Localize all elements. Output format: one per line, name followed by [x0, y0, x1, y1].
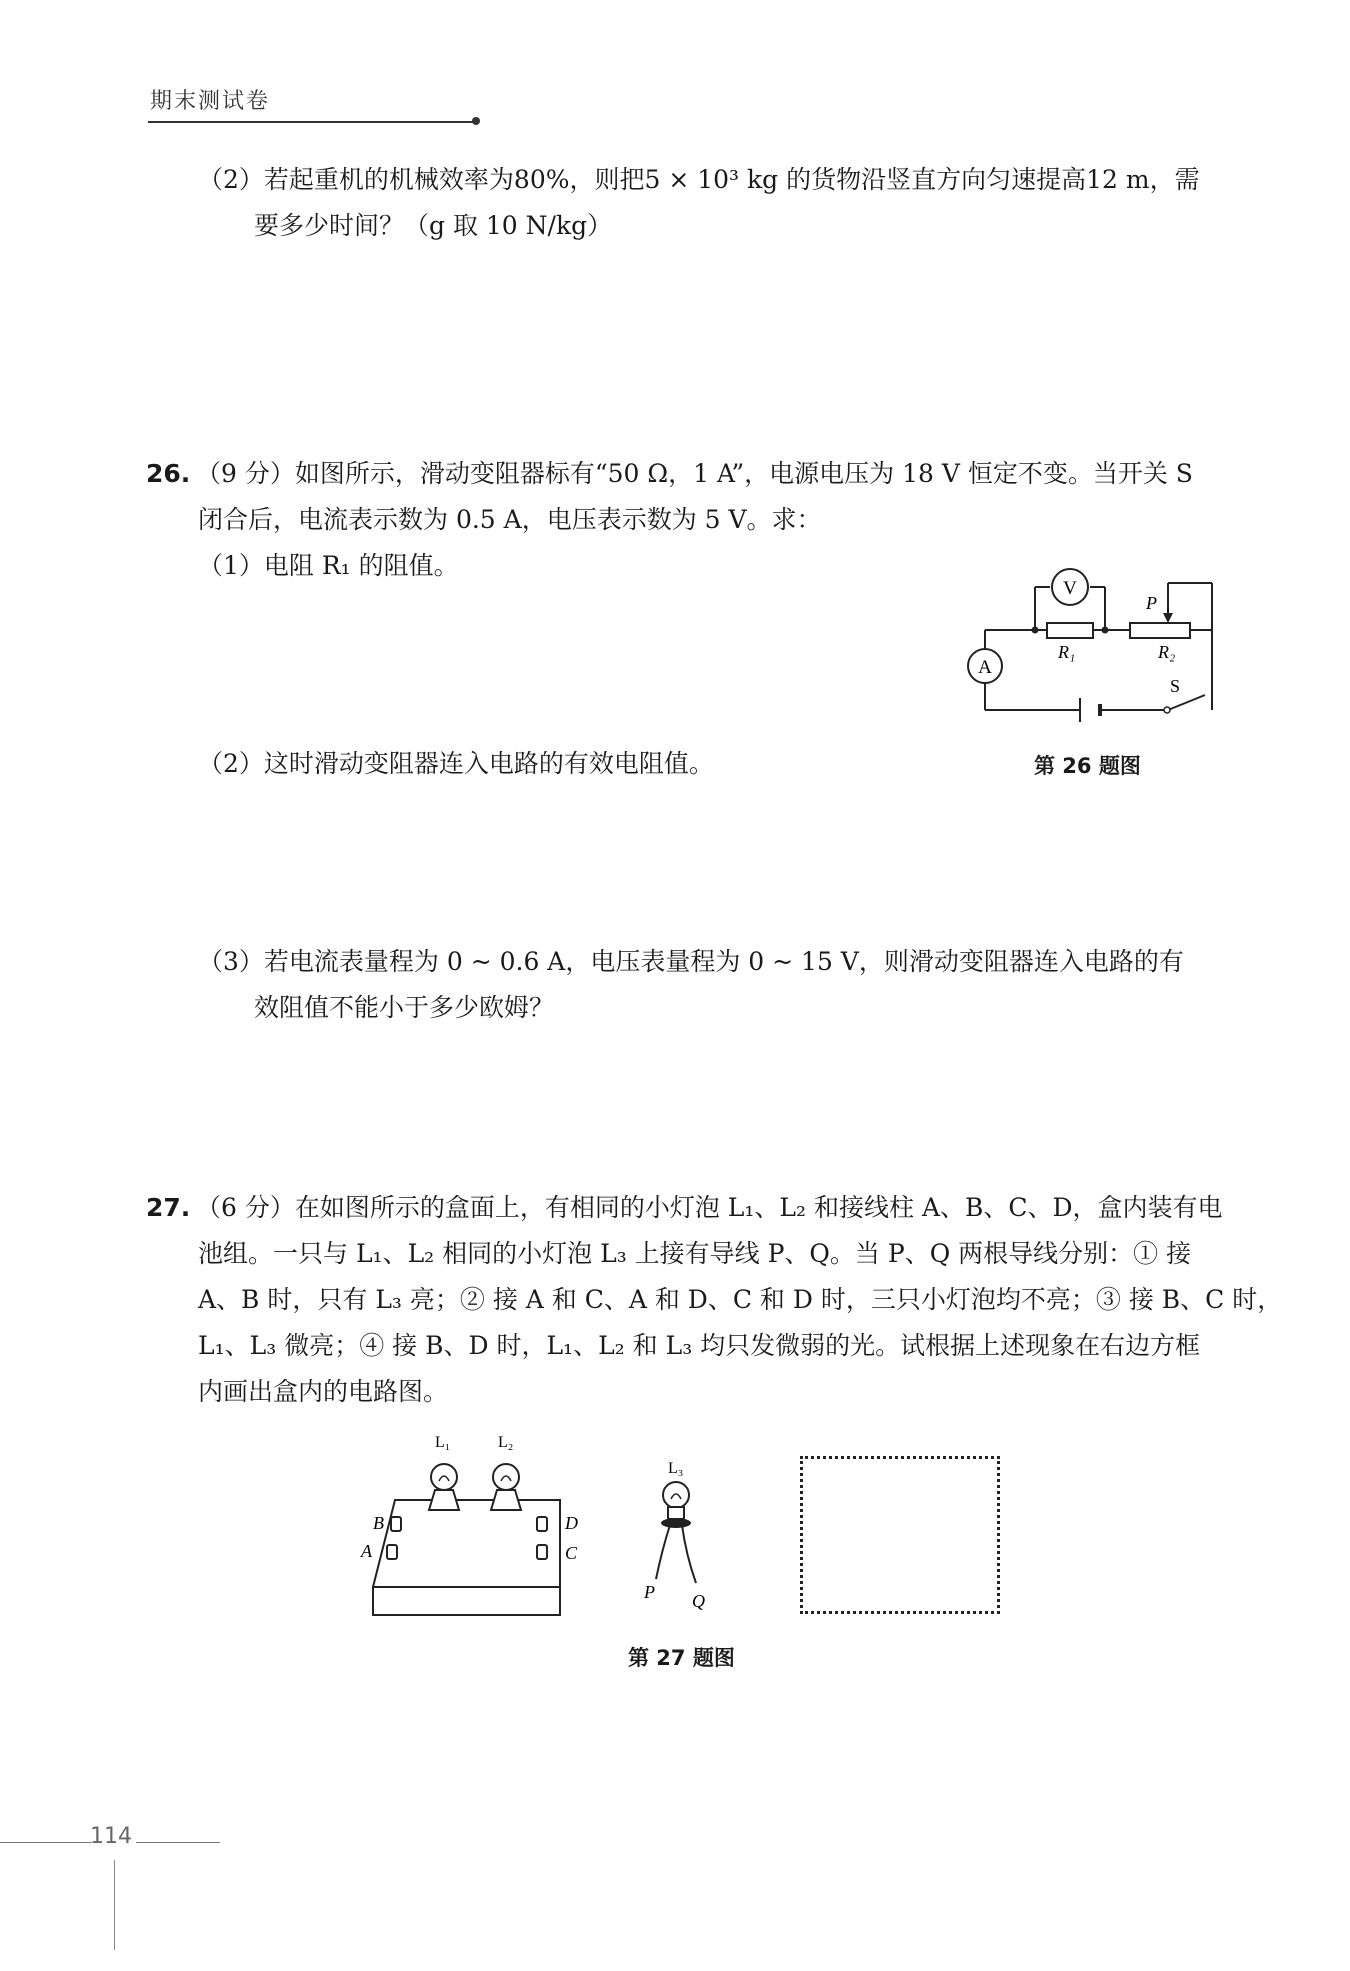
q26-number: 26. [146, 459, 191, 488]
label-l3: L₃ [668, 1460, 684, 1477]
label-a: A [361, 1541, 372, 1561]
footer-rule-left [0, 1842, 92, 1843]
label-slider-p: P [1146, 593, 1157, 613]
resistor-r1 [1047, 623, 1093, 638]
junction-dot [1032, 627, 1039, 634]
terminal-a [387, 1545, 397, 1559]
label-l1: L₁ [435, 1435, 451, 1451]
label-r2: R₂ [1158, 642, 1176, 662]
q27-number: 27. [146, 1193, 191, 1222]
box-top-face [373, 1500, 560, 1587]
q27-line1: （6 分）在如图所示的盒面上，有相同的小灯泡 L₁、L₂ 和接线柱 A、B、C、D，盒内装有电 [196, 1193, 1223, 1222]
label-q: Q [692, 1591, 705, 1611]
q27-box-diagram [355, 1435, 595, 1620]
label-r1: R₁ [1058, 642, 1076, 662]
q27-figure-caption: 第 27 题图 [628, 1646, 735, 1670]
header-dot [472, 117, 480, 125]
box-front-face [373, 1587, 560, 1615]
q26-figure-caption: 第 26 题图 [1034, 754, 1141, 778]
switch-contact [1164, 707, 1170, 713]
terminal-d [537, 1517, 547, 1531]
q27-line5: 内画出盒内的电路图。 [198, 1377, 449, 1406]
terminal-b [391, 1517, 401, 1531]
q27-bulb-l3 [630, 1455, 720, 1630]
header-rule [148, 121, 478, 123]
q25-part2-line1: （2）若起重机的机械效率为80%，则把5 × 10³ kg 的货物沿竖直方向匀速提高12 m，需 [198, 165, 1200, 194]
q27-line2: 池组。一只与 L₁、L₂ 相同的小灯泡 L₃ 上接有导线 P、Q。当 P、Q 两根导线分别：① 接 [198, 1239, 1192, 1268]
running-header: 期末测试卷 [150, 89, 271, 114]
label-d: D [565, 1513, 578, 1533]
q26-part3-line2: 效阻值不能小于多少欧姆？ [254, 993, 555, 1022]
ammeter-label: A [978, 657, 992, 678]
label-c: C [565, 1543, 578, 1563]
footer-rule-right [136, 1842, 220, 1843]
q26-part2: （2）这时滑动变阻器连入电路的有效电阻值。 [198, 749, 714, 778]
terminal-c [537, 1545, 547, 1559]
q26-circuit-diagram [950, 565, 1230, 725]
q25-part2-line2: 要多少时间？（g 取 10 N/kg） [254, 211, 613, 240]
slider-arrow-icon [1163, 613, 1173, 623]
page-number: 114 [90, 1824, 132, 1849]
voltmeter-label: V [1063, 578, 1077, 599]
q26-line2: 闭合后，电流表示数为 0.5 A，电压表示数为 5 V。求： [198, 505, 822, 534]
q27-line4: L₁、L₃ 微亮；④ 接 B、D 时，L₁、L₂ 和 L₃ 均只发微弱的光。试根据上述现象在右边方框 [198, 1331, 1201, 1360]
q26-line1: （9 分）如图所示，滑动变阻器标有“50 Ω，1 A”，电源电压为 18 V 恒定不变。当开关 S [196, 459, 1193, 488]
footer-vertical-rule [114, 1860, 115, 1950]
label-p: P [644, 1582, 655, 1602]
q27-line3: A、B 时，只有 L₃ 亮；② 接 A 和 C、A 和 D、C 和 D 时，三只小灯泡均不亮；③ 接 B、C 时， [198, 1285, 1283, 1314]
label-switch-s: S [1170, 676, 1181, 696]
q26-part3-line1: （3）若电流表量程为 0 ~ 0.6 A，电压表量程为 0 ~ 15 V，则滑动变阻器连入电路的有 [198, 947, 1184, 976]
resistor-r2 [1130, 623, 1190, 638]
label-l2: L₂ [498, 1435, 514, 1451]
junction-dot [1102, 627, 1109, 634]
q26-part1: （1）电阻 R₁ 的阻值。 [198, 551, 459, 580]
answer-drawing-box[interactable] [800, 1456, 1000, 1614]
label-b: B [373, 1513, 384, 1533]
